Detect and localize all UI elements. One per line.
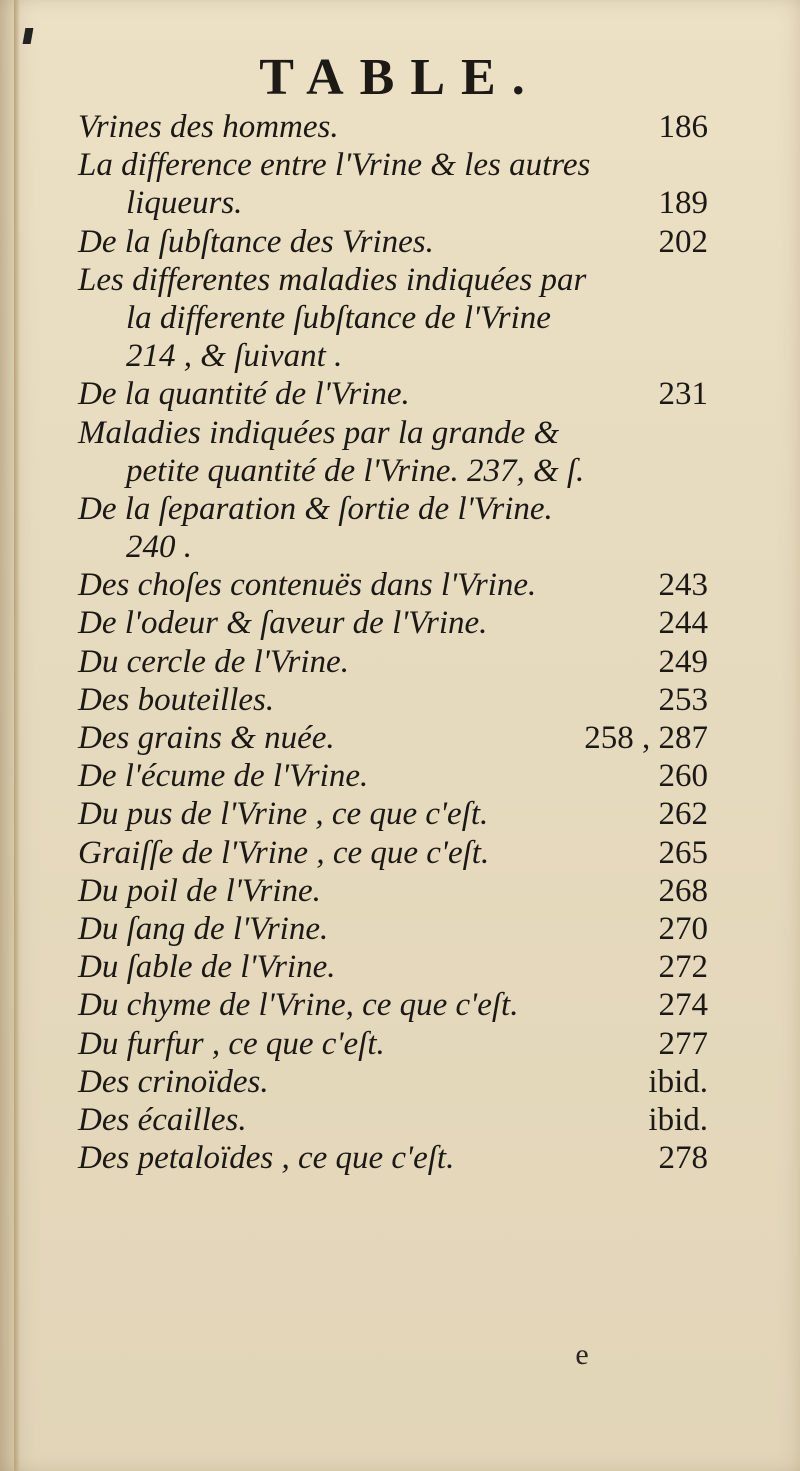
toc-entry bbox=[78, 910, 708, 948]
entry-title: De l'odeur & ſaveur de l'Vrine. bbox=[78, 605, 488, 642]
entry-page-number: 202 bbox=[658, 223, 708, 260]
entry-page-number: 243 bbox=[658, 567, 708, 604]
toc-entry bbox=[78, 719, 708, 757]
toc-entry bbox=[78, 643, 708, 681]
toc-entry bbox=[78, 337, 708, 375]
toc-entry bbox=[78, 108, 708, 146]
toc-entry bbox=[78, 490, 708, 528]
toc-entry bbox=[78, 1025, 708, 1063]
entry-title: La difference entre l'Vrine & les autres bbox=[78, 147, 591, 184]
entry-title: Du furfur , ce que c'eſt. bbox=[78, 1025, 385, 1062]
toc-entry bbox=[78, 1139, 708, 1177]
toc-entry bbox=[78, 146, 708, 184]
toc-entry bbox=[78, 795, 708, 833]
entry-title: Maladies indiquées par la grande & bbox=[78, 414, 560, 451]
entry-title: Du ſang de l'Vrine. bbox=[78, 910, 329, 947]
ink-mark bbox=[23, 28, 34, 44]
entry-title: De la ſeparation & ſortie de l'Vrine. bbox=[78, 490, 553, 527]
table-of-contents bbox=[78, 108, 708, 1177]
entry-title: petite quantité de l'Vrine. 237, & ſ. bbox=[126, 452, 585, 489]
entry-page-number: 189 bbox=[658, 185, 708, 222]
entry-page-number: 244 bbox=[658, 605, 708, 642]
entry-page-number: 268 bbox=[658, 872, 708, 909]
entry-title: De la ſubſtance des Vrines. bbox=[78, 223, 434, 260]
toc-entry bbox=[78, 604, 708, 642]
entry-title: la differente ſubſtance de l'Vrine bbox=[126, 299, 551, 336]
toc-entry bbox=[78, 681, 708, 719]
toc-entry bbox=[78, 184, 708, 222]
entry-page-number: ibid. bbox=[648, 1101, 708, 1138]
entry-page-number: ibid. bbox=[648, 1063, 708, 1100]
entry-title: Des bouteilles. bbox=[78, 681, 275, 718]
entry-title: Des crinoïdes. bbox=[78, 1063, 269, 1100]
entry-title: Les differentes maladies indiquées par bbox=[78, 261, 587, 298]
entry-title: liqueurs. bbox=[126, 185, 243, 222]
toc-entry bbox=[78, 375, 708, 413]
toc-entry bbox=[78, 1101, 708, 1139]
entry-title: Des choſes contenuës dans l'Vrine. bbox=[78, 567, 537, 604]
toc-entry bbox=[78, 299, 708, 337]
entry-title: 240 . bbox=[126, 529, 192, 566]
entry-page-number: 249 bbox=[658, 643, 708, 680]
entry-page-number: 231 bbox=[658, 376, 708, 413]
entry-page-number: 186 bbox=[658, 109, 708, 145]
entry-page-number: 253 bbox=[658, 681, 708, 718]
toc-entry bbox=[78, 414, 708, 452]
entry-page-number: 260 bbox=[658, 758, 708, 795]
entry-page-number: 272 bbox=[658, 949, 708, 986]
toc-entry bbox=[78, 566, 708, 604]
entry-title: Vrines des hommes. bbox=[78, 109, 339, 145]
entry-page-number: 262 bbox=[658, 796, 708, 833]
entry-title: De la quantité de l'Vrine. bbox=[78, 376, 410, 413]
entry-page-number: 274 bbox=[658, 987, 708, 1024]
entry-page-number: 270 bbox=[658, 910, 708, 947]
signature-mark: e bbox=[575, 1338, 589, 1371]
entry-title: Graiſſe de l'Vrine , ce que c'eſt. bbox=[78, 834, 490, 871]
toc-entry bbox=[78, 834, 708, 872]
page-title: TABLE. bbox=[259, 49, 541, 106]
entry-page-number: 258 , 287 bbox=[584, 720, 708, 756]
entry-title: Des écailles. bbox=[78, 1101, 247, 1138]
entry-title: Du ſable de l'Vrine. bbox=[78, 949, 336, 986]
entry-title: Du poil de l'Vrine. bbox=[78, 872, 321, 909]
toc-entry bbox=[78, 223, 708, 261]
entry-title: Du cercle de l'Vrine. bbox=[78, 643, 349, 680]
toc-entry bbox=[78, 261, 708, 299]
entry-title: Du chyme de l'Vrine, ce que c'eſt. bbox=[78, 987, 519, 1024]
toc-entry bbox=[78, 948, 708, 986]
entry-title: De l'écume de l'Vrine. bbox=[78, 758, 369, 795]
toc-entry bbox=[78, 452, 708, 490]
entry-title: Du pus de l'Vrine , ce que c'eſt. bbox=[78, 796, 489, 833]
toc-entry bbox=[78, 757, 708, 795]
toc-entry bbox=[78, 872, 708, 910]
entry-page-number: 277 bbox=[658, 1025, 708, 1062]
entry-page-number: 278 bbox=[658, 1140, 708, 1177]
entry-title: Des grains & nuée. bbox=[78, 720, 335, 756]
toc-entry bbox=[78, 528, 708, 566]
entry-title: 214 , & ſuivant . bbox=[126, 338, 343, 375]
entry-page-number: 265 bbox=[658, 834, 708, 871]
toc-entry bbox=[78, 1063, 708, 1101]
entry-title: Des petaloïdes , ce que c'eſt. bbox=[78, 1140, 455, 1177]
toc-entry bbox=[78, 986, 708, 1024]
